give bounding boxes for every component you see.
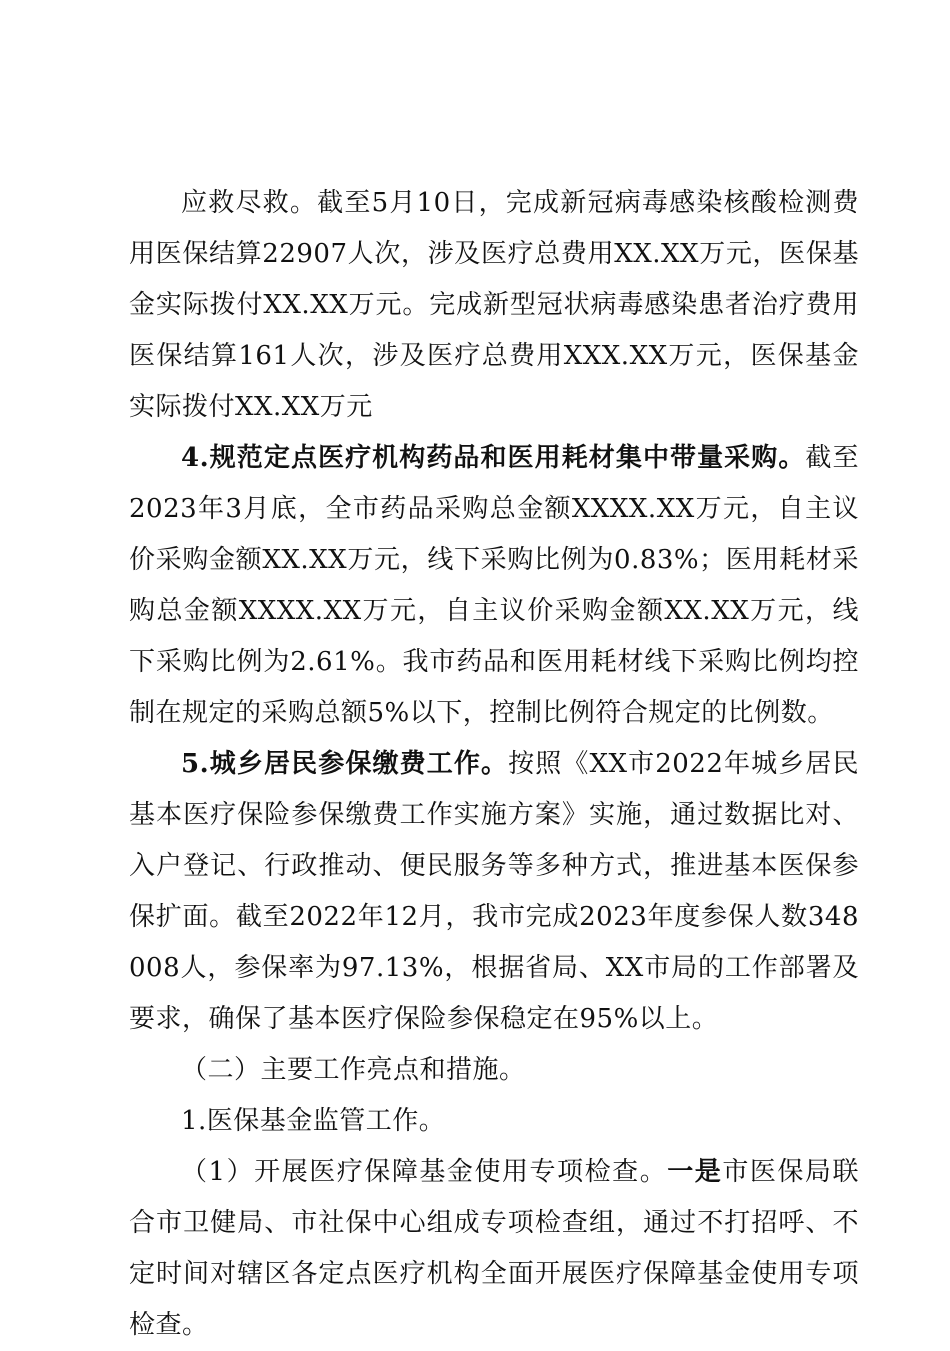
paragraph-lead: 一是: [667, 1157, 723, 1187]
paragraph-text: 应救尽救。截至5月10日，完成新冠病毒感染核酸检测费用医保结算22907人次，涉及医疗总费用XX.XX万元，医保基金实际拨付XX.XX万元。完成新型冠状病毒感染患者治疗费用医保结算161人次，涉及医疗总费用XXX.XX万元，医保基金实际拨付XX.XX万元: [129, 188, 859, 422]
section-heading: （二）主要工作亮点和措施。: [181, 1055, 526, 1085]
paragraph-lead: 4.规范定点医疗机构药品和医用耗材集中带量采购。: [181, 443, 806, 473]
paragraph-prefix: （1）开展医疗保障基金使用专项检查。: [181, 1157, 668, 1187]
paragraph-procurement: [129, 433, 859, 739]
paragraph-text: 按照《XX市2022年城乡居民基本医疗保险参保缴费工作实施方案》实施，通过数据比对、入户登记、行政推动、便民服务等多种方式，推进基本医保参保扩面。截至2022年12月，我市完成2023年度参保人数348008人，参保率为97.13%，根据省局、XX市局的工作部署及要求，确保了基本医疗保险参保稳定在95%以上。: [129, 749, 859, 1034]
paragraph-text: 截至2023年3月底，全市药品采购总金额XXXX.XX万元，自主议价采购金额XX.XX万元，线下采购比例为0.83%；医用耗材采购总金额XXXX.XX万元，自主议价采购金额XX.XX万元，线下采购比例为2.61%。我市药品和医用耗材线下采购比例均控制在规定的采购总额5%以下，控制比例符合规定的比例数。: [129, 443, 859, 728]
paragraph-lead: 5.城乡居民参保缴费工作。: [181, 749, 509, 779]
paragraph-fund-inspection: [129, 1147, 859, 1351]
sub-heading: 1.医保基金监管工作。: [181, 1106, 446, 1136]
paragraph-insurance-enrollment: [129, 739, 859, 1045]
paragraph-text: 市医保局联合市卫健局、市社保中心组成专项检查组，通过不打招呼、不定时间对辖区各定点医疗机构全面开展医疗保障基金使用专项检查。: [129, 1157, 859, 1340]
paragraph-covid-settlement: [129, 178, 859, 433]
document-body: [129, 178, 859, 1351]
